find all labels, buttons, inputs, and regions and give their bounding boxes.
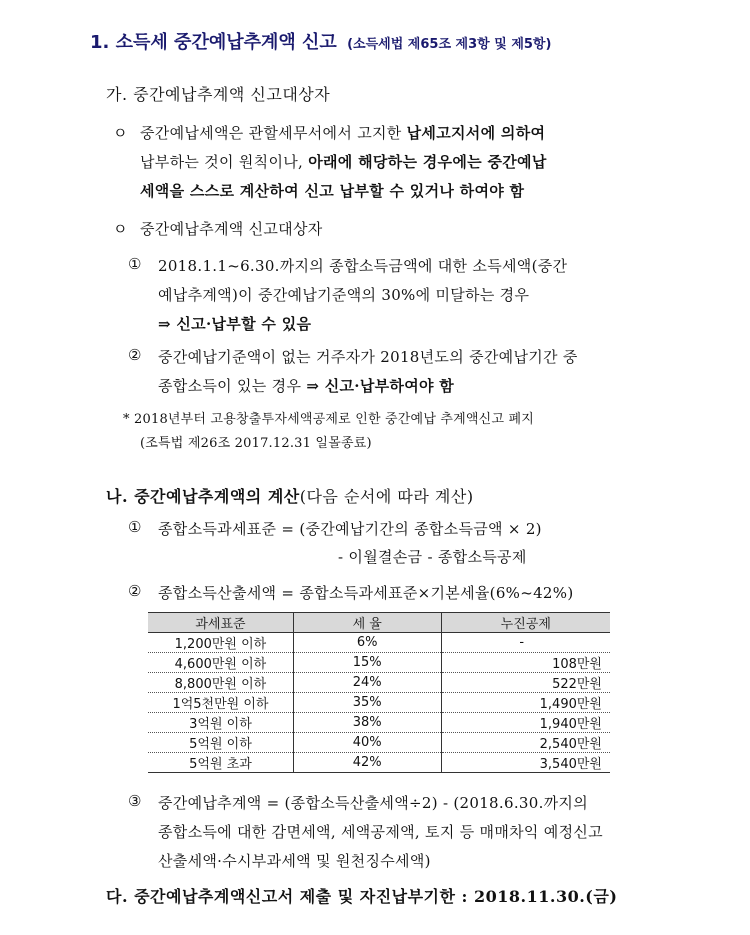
table-header-base: 과세표준 xyxy=(148,613,293,633)
table-row xyxy=(148,753,610,773)
table-cell-deduction: 3,540만원 xyxy=(441,753,610,773)
table-cell-rate: 6% xyxy=(293,633,441,653)
table-row xyxy=(148,713,610,733)
table-cell-rate: 24% xyxy=(293,673,441,693)
section-da-text: 다. 중간예납추계액신고서 제출 및 자진납부기한 : 2018.11.30.(금) xyxy=(106,887,618,906)
item1-marker: ① xyxy=(128,255,142,273)
table-header-rate: 세 율 xyxy=(293,613,441,633)
formula1-line2: - 이월결손금 - 종합소득공제 xyxy=(338,548,527,566)
table-cell-deduction: - xyxy=(441,633,610,653)
bullet1-line3: 세액을 스스로 계산하여 신고 납부할 수 있거나 하여야 함 xyxy=(140,182,525,200)
table-cell-deduction: 2,540만원 xyxy=(441,733,610,753)
bullet1-line2-b: 아래에 해당하는 경우에는 중간예납 xyxy=(308,153,547,171)
bullet2-text: 중간예납추계액 신고대상자 xyxy=(140,220,323,238)
formula3-line2: 종합소득에 대한 감면세액, 세액공제액, 토지 등 매매차익 예정신고 xyxy=(158,823,603,841)
table-cell-deduction: 522만원 xyxy=(441,673,610,693)
table-row xyxy=(148,653,610,673)
table-cell-base: 3억원 이하 xyxy=(148,713,293,733)
table-cell-deduction: 1,940만원 xyxy=(441,713,610,733)
item2-marker: ② xyxy=(128,346,142,364)
formula1-line1: 종합소득과세표준 = (중간예납기간의 종합소득금액 × 2) xyxy=(158,520,542,538)
table-row xyxy=(148,673,610,693)
table-cell-rate: 15% xyxy=(293,653,441,673)
table-cell-deduction: 108만원 xyxy=(441,653,610,673)
table-cell-base: 1억5천만원 이하 xyxy=(148,693,293,713)
bullet1-line1 xyxy=(140,122,545,143)
item2-line2-a: 종합소득이 있는 경우 xyxy=(158,377,307,395)
formula2-text: 종합소득산출세액 = 종합소득과세표준×기본세율(6%~42%) xyxy=(158,584,574,602)
table-row xyxy=(148,733,610,753)
table-cell-deduction: 1,490만원 xyxy=(441,693,610,713)
table-cell-base: 4,600만원 이하 xyxy=(148,653,293,673)
note-line2: (조특법 제26조 2017.12.31 일몰종료) xyxy=(140,436,372,451)
bullet1-marker: ㅇ xyxy=(113,124,128,142)
bullet1-line1-b: 납세고지서에 의하여 xyxy=(406,124,546,142)
formula3-line3: 산출세액·수시부과세액 및 원천징수세액) xyxy=(158,852,431,870)
table-header-row xyxy=(148,613,610,633)
tax-rate-table xyxy=(148,612,610,773)
item2-line2 xyxy=(158,375,454,396)
table-cell-rate: 35% xyxy=(293,693,441,713)
table-cell-rate: 40% xyxy=(293,733,441,753)
table-header-deduction: 누진공제 xyxy=(441,613,610,633)
page-title xyxy=(90,28,551,54)
formula3-line1: 중간예납추계액 = (종합소득산출세액÷2) - (2018.6.30.까지의 xyxy=(158,794,589,812)
section-na-heading-a: 나. 중간예납추계액의 계산 xyxy=(106,487,300,506)
formula1-marker: ① xyxy=(128,518,142,536)
formula2-marker: ② xyxy=(128,582,142,600)
formula3-marker: ③ xyxy=(128,792,142,810)
table-cell-base: 1,200만원 이하 xyxy=(148,633,293,653)
bullet2-marker: ㅇ xyxy=(113,220,128,238)
item2-line1: 중간예납기준액이 없는 거주자가 2018년도의 중간예납기간 중 xyxy=(158,348,578,366)
item2-line2-b: ⇒ 신고·납부하여야 함 xyxy=(306,377,455,395)
bullet1-line1-a: 중간예납세액은 관할세무서에서 고지한 xyxy=(140,124,407,142)
title-sub: (소득세법 제65조 제3항 및 제5항) xyxy=(347,37,552,52)
section-na-heading-b: (다음 순서에 따라 계산) xyxy=(299,487,474,506)
table-cell-base: 5억원 초과 xyxy=(148,753,293,773)
item1-line3: ⇒ 신고·납부할 수 있음 xyxy=(158,315,312,333)
table-cell-rate: 38% xyxy=(293,713,441,733)
item1-line1: 2018.1.1~6.30.까지의 종합소득금액에 대한 소득세액(중간 xyxy=(158,257,568,275)
table-row xyxy=(148,633,610,653)
table-cell-rate: 42% xyxy=(293,753,441,773)
title-main: 1. 소득세 중간예납추계액 신고 xyxy=(90,32,337,53)
section-ga-heading: 가. 중간예납추계액 신고대상자 xyxy=(106,85,331,104)
table-cell-base: 8,800만원 이하 xyxy=(148,673,293,693)
bullet1-line2-a: 납부하는 것이 원칙이나, xyxy=(140,153,309,171)
table-row xyxy=(148,693,610,713)
item1-line2: 예납추계액)이 중간예납기준액의 30%에 미달하는 경우 xyxy=(158,286,530,304)
bullet1-line2 xyxy=(140,151,547,172)
table-cell-base: 5억원 이하 xyxy=(148,733,293,753)
section-na-heading xyxy=(106,484,474,507)
note-line1: * 2018년부터 고용창출투자세액공제로 인한 중간예납 추계액신고 폐지 xyxy=(123,412,535,427)
